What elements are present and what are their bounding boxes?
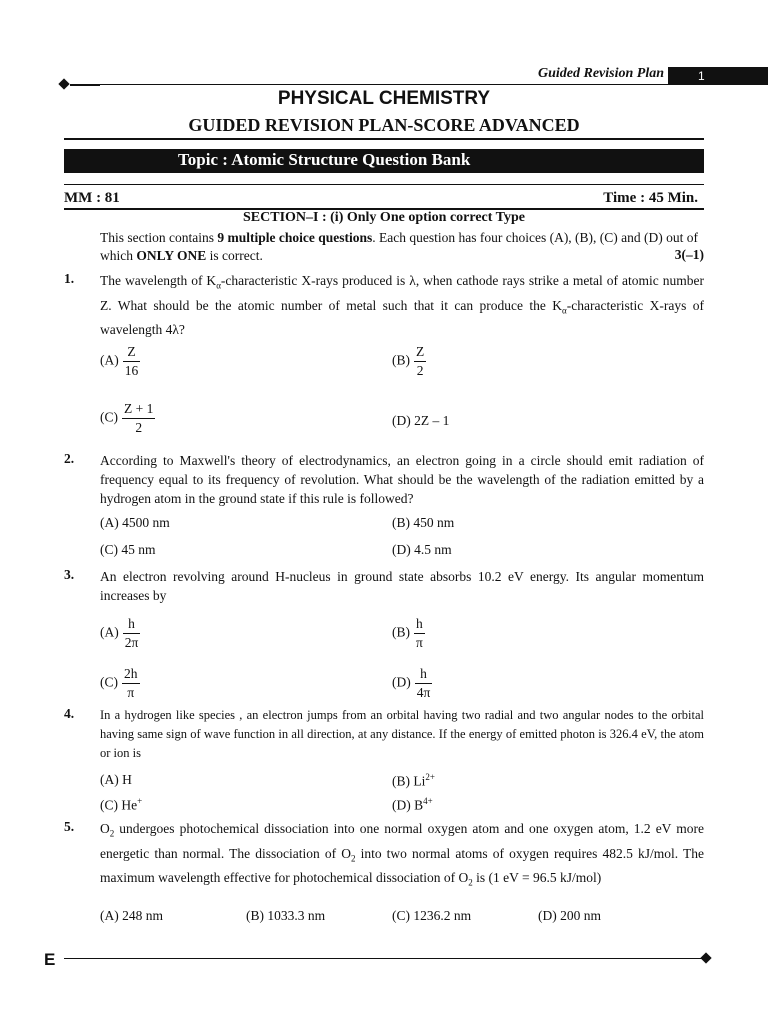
option-b[interactable]: (B) 1033.3 nm [246, 908, 326, 923]
question-number: 5. [64, 819, 75, 834]
topic-title: Topic : Atomic Structure Question Bank [178, 150, 471, 169]
page-subtitle: GUIDED REVISION PLAN-SCORE ADVANCED [188, 115, 580, 135]
header-rule [98, 84, 763, 85]
marking-scheme: 3(–1) [674, 247, 704, 262]
option-c[interactable]: (C) $\frac{2h}{\pi}$ [100, 666, 138, 700]
running-title: Guided Revision Plan [537, 66, 664, 81]
option-c[interactable]: (C) He+ [100, 796, 143, 813]
option-d[interactable]: (D) $B^{4+}$ [392, 796, 433, 813]
option-a[interactable]: (A) H [100, 772, 132, 787]
option-a[interactable]: (A) 4500 nm [100, 515, 170, 530]
option-c[interactable]: (C) 1236.2 nm [392, 908, 472, 923]
option-a[interactable]: (A) $\frac{h}{2\pi}$ [100, 616, 139, 650]
question-2-text: According to Maxwell's theory of electrodynamics, an electron going in a circle should emit radiation of frequency equal to its frequency of revolution. What should be the wavelength of the radiation emitted by a hydrogen atom in the ground state if this rule is followed? [100, 453, 704, 506]
topic-rule [64, 184, 704, 185]
option-d[interactable]: (D) $\frac{h}{4\pi}$ [392, 666, 431, 700]
section-instructions: This section contains 9 multiple choice questions. Each question has four choices (A), (B), (C) and (D) out of which ONLY ONE is correct. [100, 230, 699, 263]
option-a[interactable]: (A) 248 nm [100, 908, 163, 923]
max-marks: MM : 81 [64, 190, 120, 206]
question-4-text: In a hydrogen like species , an electron jumps from an orbital having two radial and two angular nodes to the orbital having same sign of wave function in all direction, at any distance. If the energy of emitted photon is 326.4 eV, the atom or ion is [100, 708, 704, 760]
fraction: $\frac{Z}{2}$ [416, 344, 425, 378]
option-a[interactable]: (A) $\frac{Z}{16}$ [100, 344, 139, 378]
question-3-text: An electron revolving around H-nucleus in ground state absorbs 10.2 eV energy. Its angular momentum increases by [100, 569, 704, 603]
question-5-text: $O_2$ undergoes photochemical dissociation into one normal oxygen atom and one oxygen atom, 1.2 eV more energetic than normal. The dissociation of $O_2$ into two normal atoms of oxygen requires 482.5 kJ/mol. The maximum wavelength effective for photochemical dissociation of $O_2$ is (1 eV = 96.5 kJ/mol) [100, 821, 704, 889]
question-number: 2. [64, 451, 75, 466]
option-d[interactable]: (D) 200 nm [538, 908, 601, 923]
option-d[interactable]: (D) 2Z – 1 [392, 413, 450, 428]
option-b[interactable]: (B) $Li^{2+}$ [392, 772, 435, 789]
title-rule [64, 138, 704, 140]
option-b[interactable]: (B) 450 nm [392, 515, 455, 530]
option-c[interactable]: (C) $\frac{Z + 1}{2}$ [100, 401, 154, 435]
footer-rule [64, 958, 704, 959]
footer-letter: E [44, 950, 56, 969]
fraction: $\frac{Z + 1}{2}$ [124, 401, 154, 435]
question-number: 3. [64, 567, 75, 582]
topic-banner [64, 149, 704, 173]
question-number: 4. [64, 706, 75, 721]
option-b[interactable]: (B) $\frac{h}{\pi}$ [392, 616, 423, 650]
header-dash-ornament [70, 84, 100, 86]
fraction: $\frac{h}{4\pi}$ [416, 666, 431, 700]
fraction: $\frac{Z}{16}$ [124, 344, 139, 378]
option-d[interactable]: (D) 4.5 nm [392, 542, 452, 557]
fraction: $\frac{h}{\pi}$ [416, 616, 423, 650]
page-number-box [668, 67, 768, 85]
question-number: 1. [64, 271, 75, 286]
section-heading: SECTION–I : (i) Only One option correct Type [243, 210, 525, 225]
option-c[interactable]: (C) 45 nm [100, 542, 156, 557]
fraction: $\frac{h}{2\pi}$ [124, 616, 139, 650]
question-1-text: The wavelength of $K_\alpha$-characteristic X-rays produced is λ, when cathode rays strike a metal of atomic number Z. What should be the atomic number of metal such that it can produce the $K_\alpha$-characteristic X-rays of wavelength 4λ? [100, 273, 704, 338]
option-b[interactable]: (B) $\frac{Z}{2}$ [392, 344, 425, 378]
time-limit: Time : 45 Min. [603, 190, 698, 206]
fraction: $\frac{2h}{\pi}$ [124, 666, 138, 700]
page-title: PHYSICAL CHEMISTRY [277, 88, 491, 109]
footer-diamond-ornament [700, 952, 711, 963]
page-number: 1 [698, 69, 705, 83]
